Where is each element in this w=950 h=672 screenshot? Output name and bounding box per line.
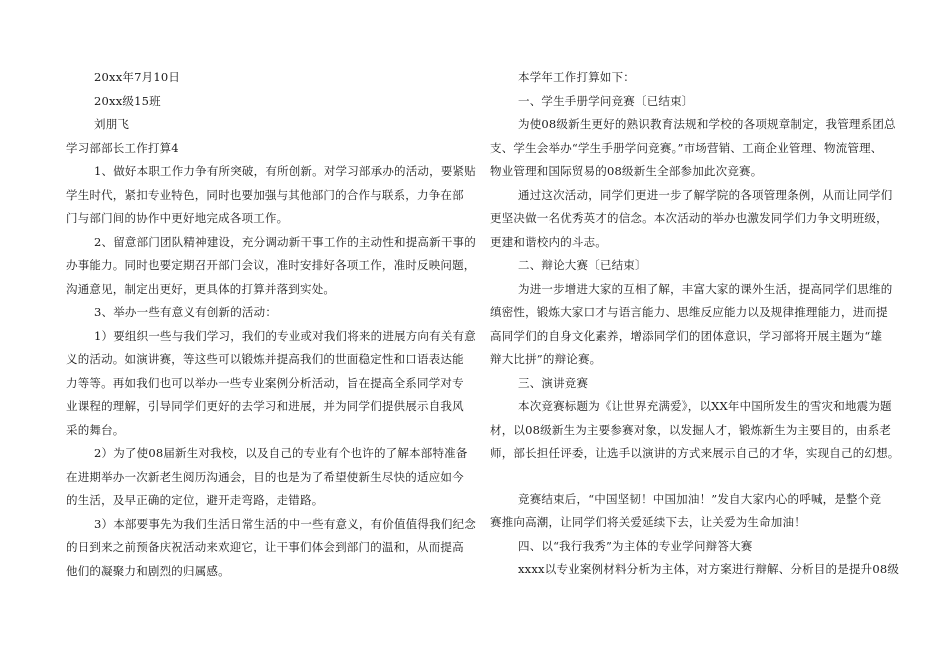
- paragraph-line: 为使08级新生更好的熟识教育法规和学校的各项规章制定，我管理系团总: [518, 117, 896, 131]
- paragraph-line: 赛推向高潮，让同学们将关爱延续下去，让关爱为生命加油！: [490, 515, 806, 529]
- paragraph-line: 1）要组织一些与我们学习，我们的专业或对我们将来的进展方向有关有意: [94, 328, 476, 343]
- section-paragraph: [490, 184, 892, 255]
- paragraph-line: 沟通意见，制定出更好，更具体的打算并落到实处。: [66, 281, 336, 296]
- paragraph-line: 的日到来之前预备庆祝活动来欢迎它，让干事们体会到部门的温和，从而提高: [66, 540, 464, 554]
- paragraph-line: 1、做好本职工作力争有所突破，有所创新。对学习部承办的活动，要紧贴: [94, 164, 476, 178]
- author-name: 刘朋飞: [94, 117, 130, 131]
- section-paragraph: [490, 395, 900, 466]
- paragraph-line: 采的舞台。: [66, 422, 125, 437]
- paragraph-line: 2、留意部门团队精神建设，充分调动新干事工作的主动性和提高新干事的: [94, 234, 476, 249]
- paragraph-line: 高同学们的自身文化素养，增添同学们的团体意识，学习部将开展主题为“雄: [490, 328, 883, 343]
- paragraph-line: 的生活，及早正确的定位，避开走弯路，走错路。: [66, 493, 324, 507]
- paragraph-line: 师，部长担任评委，让选手以演讲的方式来展示自己的才华，实现自己的幻想。: [490, 446, 900, 460]
- paragraph-line: 业课程的理解，引导同学们更好的去学习和进展，并为同学们提供展示自我风: [66, 399, 464, 413]
- body-paragraph: [66, 513, 476, 584]
- document-title: 学习部部长工作打算4: [66, 140, 179, 155]
- paragraph-line: 支、学生会举办“学生手册学问竞赛。”市场营销、工商企业管理、物流管理、: [490, 140, 883, 155]
- right-column: [490, 66, 900, 582]
- paragraph-line: 物业管理和国际贸易的08级新生全部参加此次竞赛。: [490, 164, 763, 178]
- paragraph-spacer: [490, 466, 892, 488]
- document-class: 20xx级15班: [94, 93, 161, 108]
- body-paragraph: [66, 442, 468, 513]
- paragraph-line: 辩大比拼”的辩论赛。: [490, 352, 602, 366]
- body-paragraph: [66, 160, 476, 231]
- section-paragraph: [490, 558, 900, 582]
- paragraph-line: 2）为了使08届新生对我校，以及自己的专业有个也许的了解本部特准备: [94, 446, 468, 460]
- paragraph-line: 材，以08级新生为主要参赛对象，以发掘人才，锻炼新生为主要目的，由系老: [490, 422, 892, 437]
- paragraph-line: 本次竞赛标题为《让世界充满爱》，以XX年中国所发生的雪灾和地震为题: [518, 399, 892, 413]
- paragraph-line: 学生时代，紧扣专业特色，同时也要加强与其他部门的合作与联系，力争在部: [66, 187, 464, 202]
- paragraph-line: 办事能力。同时也要定期召开部门会议，准时安排好各项工作，准时反映问题，: [66, 258, 476, 272]
- section-heading: 三、演讲竞赛: [518, 375, 589, 390]
- right-sections: [490, 90, 900, 582]
- section-heading: 二、辩论大赛〔已结束〕: [518, 258, 647, 272]
- section-heading: 一、学生手册学问竞赛〔已结束〕: [518, 93, 694, 108]
- paragraph-line: 竞赛结束后，“中国坚韧！中国加油！”发自大家内心的呼喊，是整个竞: [518, 491, 882, 506]
- paragraph-line: 更坚决做一名优秀英才的信念。本次活动的举办也激发同学们力争文明班级，: [490, 211, 888, 225]
- plan-intro: 本学年工作打算如下：: [518, 70, 635, 84]
- left-column: [66, 66, 476, 583]
- paragraph-line: 3）本部要事先为我们生活日常生活的中一些有意义，有价值值得我们纪念: [94, 516, 476, 531]
- paragraph-line: 3、举办一些有意义有创新的活动：: [94, 305, 278, 319]
- section-heading: 四、以“我行我秀”为主体的专业学问辩答大赛: [518, 538, 753, 553]
- section-paragraph: [490, 113, 896, 184]
- paragraph-line: xxxx以专业案例材料分析为主体，对方案进行辩解、分析目的是提升08级: [518, 562, 900, 576]
- paragraph-line: 通过这次活动，同学们更进一步了解学院的各项管理条例，从而让同学们: [518, 187, 893, 202]
- paragraph-line: 在进期举办一次新老生阅历沟通会，目的也是为了希望使新生尽快的适应如今: [66, 469, 464, 484]
- paragraph-line: 门与部门间的协作中更好地完成各项工作。: [66, 211, 289, 225]
- document-date: 20xx年7月10日: [94, 70, 181, 84]
- paragraph-line: 为进一步增进大家的互相了解，丰富大家的课外生活，提高同学们思维的: [518, 281, 893, 296]
- section-paragraph: [490, 488, 892, 535]
- paragraph-line: 缜密性，锻炼大家口才与语言能力、思维反应能力以及规律推理能力，进而提: [490, 305, 888, 319]
- paragraph-line: 力等等。再如我们也可以举办一些专业案例分析活动，旨在提高全系同学对专: [66, 375, 464, 390]
- left-paragraphs: [66, 160, 476, 583]
- paragraph-line: 更建和谐校内的斗志。: [490, 234, 607, 249]
- body-paragraph: [66, 231, 476, 302]
- paragraph-line: 义的活动。如演讲赛，等这些可以锻炼并提高我们的世面稳定性和口语表达能: [66, 352, 464, 366]
- paragraph-line: 他们的凝聚力和剧烈的归属感。: [66, 563, 230, 578]
- body-paragraph: [66, 325, 476, 443]
- body-paragraph: [66, 301, 461, 325]
- section-paragraph: [490, 278, 892, 372]
